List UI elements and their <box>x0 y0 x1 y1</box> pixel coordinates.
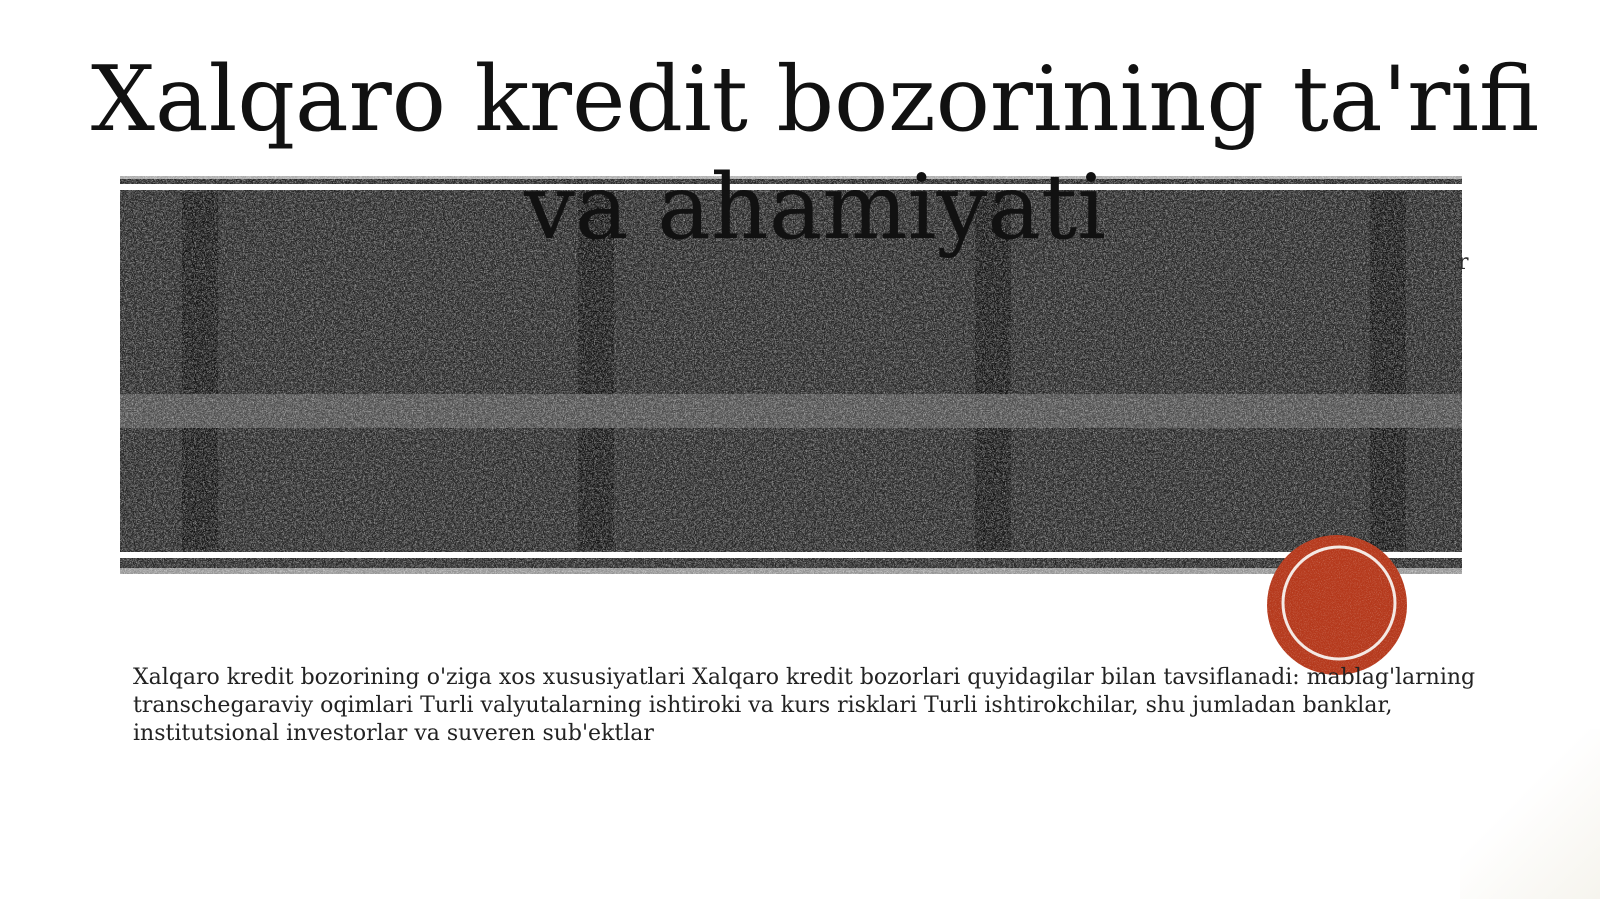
red-stamp-seal-icon <box>1266 534 1408 676</box>
corner-decoration <box>1460 729 1600 899</box>
body-text: Xalqaro kredit bozorining o'ziga xos xususiyatlari Xalqaro kredit bozorlari quyidagilar bilan tavsiflanadi: mablag'larning transchegaraviy oqimlari Turli valyutalarning ishtiroki va kurs risklari Turli ishtirokchilar, shu jumladan banklar, institutsional investorlar va suveren sub'ektlar <box>133 665 1476 746</box>
slide-title: Xalqaro kredit bozorining ta'rifi va ahamiyati <box>90 47 1540 260</box>
stray-character: r <box>1458 250 1469 275</box>
